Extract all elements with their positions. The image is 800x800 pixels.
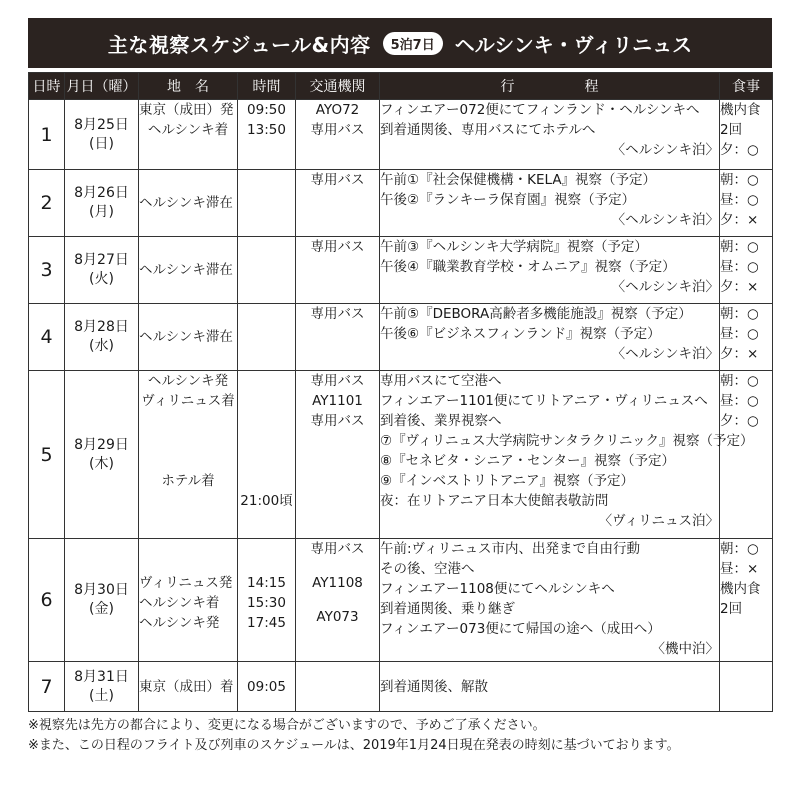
header-day: 日時 (29, 73, 65, 100)
meal: 昼：○ (720, 326, 759, 342)
place-cell (139, 304, 238, 371)
itinerary-line: フィンエアー072便にてフィンランド・ヘルシンキへ (380, 102, 700, 118)
table-row (29, 170, 773, 237)
date-cell (65, 662, 139, 712)
meal: 昼：× (720, 561, 759, 577)
day-number: 7 (29, 662, 65, 712)
date: 8月28日 (74, 319, 129, 335)
itinerary-line: 午前③『ヘルシンキ大学病院』視察（予定） (380, 239, 648, 255)
date-cell (65, 237, 139, 304)
itinerary-cell (380, 539, 720, 662)
itinerary-line: フィンエアー1101便にてリトアニア・ヴィリニュスへ (380, 393, 708, 409)
itinerary-cell (380, 170, 720, 237)
footnote: ※視察先は先方の都合により、変更になる場合がございますので、予めご了承ください。 (28, 718, 546, 733)
date: 8月29日 (74, 436, 129, 453)
place: 東京（成田）発 (139, 102, 234, 118)
place: ヘルシンキ滞在 (139, 262, 233, 278)
meal: 朝：○ (720, 172, 759, 188)
place: ヘルシンキ滞在 (139, 195, 233, 211)
date: 8月31日 (74, 668, 129, 685)
meal: 朝：○ (720, 541, 759, 557)
place-cell (139, 539, 238, 662)
transport: 専用バス (310, 306, 365, 322)
meal: 朝：○ (720, 306, 759, 322)
header-date: 月日（曜） (65, 73, 139, 100)
place: ヘルシンキ発 (139, 615, 220, 631)
weekday: (金) (89, 601, 114, 617)
weekday: (木) (89, 455, 114, 472)
weekday: (月) (89, 204, 114, 220)
transport: 専用バス (310, 122, 365, 138)
time: 14:15 (247, 575, 286, 591)
itinerary-line: 到着通関後、解散 (380, 678, 488, 695)
transport: 専用バス (310, 239, 365, 255)
place: ホテル着 (161, 473, 215, 489)
itinerary-line: 午前⑤『DEBORA高齢者多機能施設』視察（予定） (380, 306, 692, 322)
meal: 夕：× (720, 346, 759, 362)
itinerary-line: 専用バスにて空港へ (380, 373, 502, 389)
meal: 夕：× (720, 212, 759, 228)
day-number: 2 (29, 170, 65, 237)
meal: 昼：○ (720, 192, 759, 208)
day-number: 4 (29, 304, 65, 371)
overnight-stay: 〈ヘルシンキ泊〉 (611, 279, 719, 295)
transport: AY1108 (312, 575, 363, 591)
meals-cell (720, 539, 773, 662)
place-cell (139, 170, 238, 237)
itinerary-cell (380, 237, 720, 304)
meal: 昼：○ (720, 259, 759, 275)
place: ヘルシンキ滞在 (139, 329, 233, 345)
place-cell (139, 237, 238, 304)
transport: 専用バス (310, 373, 365, 389)
time-cell (238, 371, 296, 539)
header-itinerary: 行 程 (380, 73, 720, 100)
transport: AY073 (316, 609, 359, 625)
time-cell (238, 100, 296, 170)
meals-cell (720, 304, 773, 371)
meal: 機内食 (720, 581, 761, 597)
itinerary-line: ⑧『セネビタ・シニア・センター』視察（予定） (380, 453, 676, 469)
weekday: (土) (89, 687, 114, 704)
day-number: 5 (29, 371, 65, 539)
transport: AYO72 (315, 102, 360, 118)
itinerary-cell (380, 662, 720, 712)
time: 13:50 (247, 122, 286, 138)
time: 15:30 (247, 595, 286, 611)
banner-destination: ヘルシンキ・ヴィリニュス (454, 32, 693, 57)
time-cell (238, 304, 296, 371)
date-cell (65, 304, 139, 371)
place: ヘルシンキ着 (147, 122, 229, 138)
meal: 夕：○ (720, 413, 759, 429)
itinerary-cell (380, 371, 754, 539)
transport: 専用バス (310, 541, 365, 557)
meal: 2回 (720, 122, 743, 138)
date-cell (65, 100, 139, 170)
transport-cell (296, 304, 380, 371)
meal: 機内食 (720, 102, 761, 118)
place: ヴィリニュス着 (141, 393, 235, 409)
place: ヘルシンキ着 (139, 595, 220, 611)
header-meals: 食事 (720, 73, 773, 100)
header-time: 時間 (238, 73, 296, 100)
itinerary-cell (380, 304, 720, 371)
itinerary-line: フィンエアー1108便にてヘルシンキへ (380, 581, 615, 597)
meal: 夕：○ (720, 142, 759, 158)
itinerary-line: フィンエアー073便にて帰国の途へ（成田へ） (380, 621, 661, 637)
day-number: 6 (29, 539, 65, 662)
place-cell (139, 100, 238, 170)
itinerary-line: その後、空港へ (380, 561, 475, 577)
transport-cell (296, 539, 380, 662)
itinerary-line: 午後④『職業教育学校・オムニア』視察（予定） (380, 259, 676, 275)
table-row (29, 237, 773, 304)
meal: 夕：× (720, 279, 759, 295)
date: 8月25日 (74, 116, 129, 133)
transport: 専用バス (310, 413, 365, 429)
table-row (29, 662, 773, 712)
meals-cell (720, 371, 773, 539)
date: 8月30日 (74, 582, 129, 598)
date-cell (65, 539, 139, 662)
time-cell (238, 662, 296, 712)
header-row (29, 73, 773, 100)
table-row (29, 371, 773, 539)
date-cell (65, 371, 139, 539)
itinerary-line: 到着通関後、専用バスにてホテルへ (380, 122, 596, 138)
itinerary-line: 午後②『ランキーラ保育園』視察（予定） (380, 192, 636, 208)
itinerary-line: ⑦『ヴィリニュス大学病院サンタラクリニック』視察（予定） (380, 433, 754, 449)
itinerary-line: ⑨『インベストリトアニア』視察（予定） (380, 473, 635, 489)
itinerary-line: 午前①『社会保健機構・KELA』視察（予定） (380, 172, 657, 188)
itinerary-line: 到着後、業界視察へ (380, 413, 502, 429)
overnight-stay: 〈ヘルシンキ泊〉 (611, 346, 719, 362)
duration-badge: 5泊7日 (383, 32, 443, 55)
banner-title: 主な視察スケジュール&内容 (107, 32, 371, 57)
transport-cell (296, 662, 380, 712)
meal: 朝：○ (720, 373, 759, 389)
table-row (29, 304, 773, 371)
transport-cell (296, 237, 380, 304)
header-transport: 交通機関 (296, 73, 380, 100)
time: 09:50 (247, 102, 286, 118)
overnight-stay: 〈ヘルシンキ泊〉 (611, 142, 719, 158)
time-cell (238, 170, 296, 237)
footnote: ※また、この日程のフライト及び列車のスケジュールは、2019年1月24日現在発表の時刻に基づいております。 (28, 738, 680, 753)
time: 09:05 (247, 678, 286, 695)
weekday: (日) (89, 135, 114, 152)
meal: 昼：○ (720, 393, 759, 409)
meals-cell (720, 662, 773, 712)
place: ヴィリニュス発 (139, 575, 233, 591)
day-number: 1 (29, 100, 65, 170)
itinerary-line: 到着通関後、乗り継ぎ (380, 601, 515, 617)
time-cell (238, 237, 296, 304)
schedule-table (28, 72, 773, 712)
meals-cell (720, 100, 773, 170)
date: 8月26日 (74, 185, 129, 201)
header-place: 地 名 (139, 73, 238, 100)
overnight-stay: 〈ヴィリニュス泊〉 (598, 513, 719, 529)
day-number: 3 (29, 237, 65, 304)
place: ヘルシンキ発 (147, 373, 229, 389)
itinerary-line: 夜：在リトアニア日本大使館表敬訪問 (380, 493, 609, 509)
overnight-stay: 〈機中泊〉 (651, 641, 719, 657)
time-cell (238, 539, 296, 662)
transport-cell (296, 170, 380, 237)
date: 8月27日 (74, 252, 129, 268)
weekday: (火) (89, 271, 114, 287)
time: 17:45 (247, 615, 286, 631)
title-banner (28, 18, 772, 68)
meal: 2回 (720, 601, 743, 617)
place: 東京（成田）着 (139, 678, 234, 695)
transport: AY1101 (312, 393, 363, 409)
table-row (29, 539, 773, 662)
place-cell (139, 371, 238, 539)
itinerary-cell (380, 100, 720, 170)
time: 21:00頃 (240, 493, 293, 509)
meals-cell (720, 170, 773, 237)
meal: 朝：○ (720, 239, 759, 255)
overnight-stay: 〈ヘルシンキ泊〉 (611, 212, 719, 228)
transport-cell (296, 100, 380, 170)
transport: 専用バス (310, 172, 365, 188)
itinerary-line: 午後⑥『ビジネスフィンランド』視察（予定） (380, 326, 661, 342)
date-cell (65, 170, 139, 237)
meals-cell (720, 237, 773, 304)
transport-cell (296, 371, 380, 539)
table-row (29, 100, 773, 170)
place-cell (139, 662, 238, 712)
weekday: (水) (89, 338, 114, 354)
itinerary-line: 午前:ヴィリニュス市内、出発まで自由行動 (380, 541, 640, 557)
